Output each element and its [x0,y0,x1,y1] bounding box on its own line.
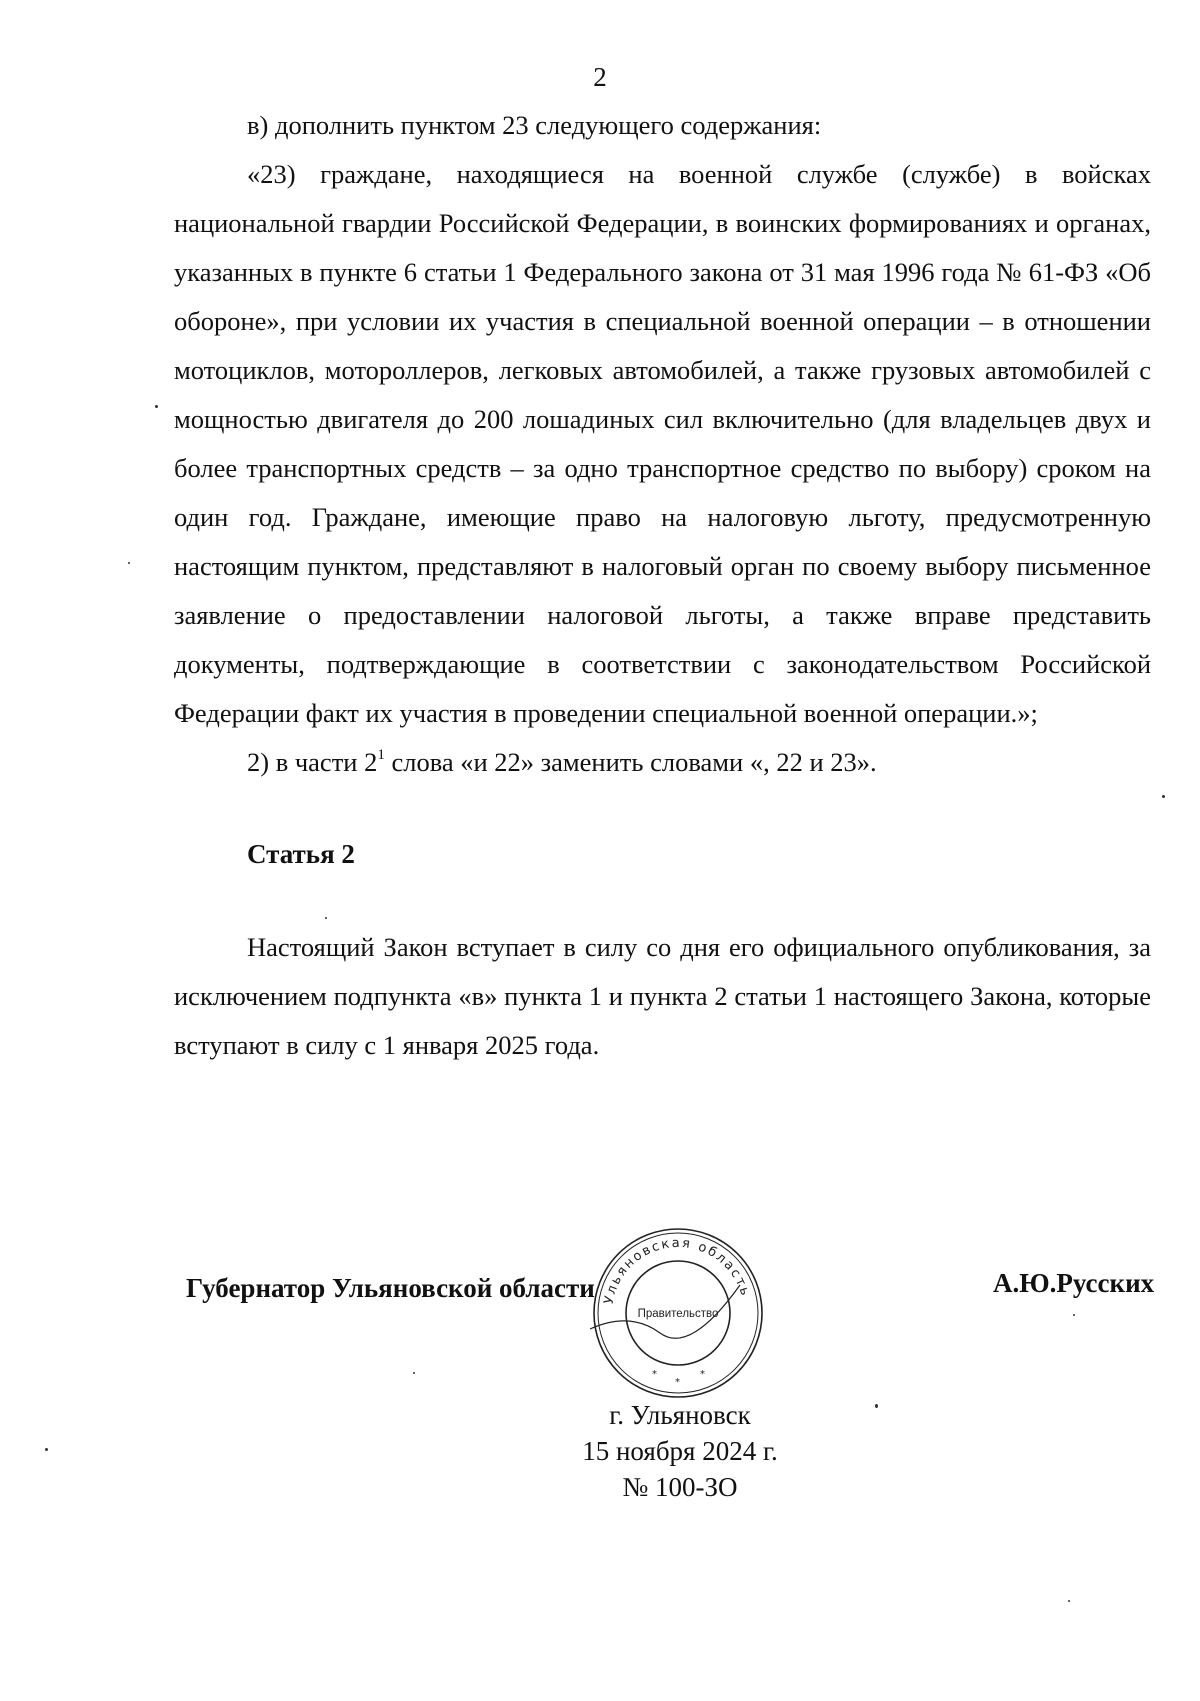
svg-text:Правительство: Правительство [637,1308,719,1320]
svg-text:Ульяновская область: Ульяновская область [601,1235,753,1306]
paragraph-item-2 [174,738,1151,787]
scan-speck [128,562,130,564]
item2-text-before: 2) в части 2 [247,747,378,777]
official-seal [590,1225,766,1401]
scan-speck [1073,1314,1075,1316]
law-number: № 100-ЗО [622,1472,738,1502]
paragraph-item-v: в) дополнить пунктом 23 следующего содержания: [247,110,822,140]
item2-superscript: 1 [377,747,385,763]
signing-city: г. Ульяновск [609,1400,751,1430]
signing-place-block [560,1397,800,1505]
scan-speck [155,405,158,408]
scan-speck [45,1448,48,1451]
page-number: 2 [593,62,607,92]
item2-text-after: слова «и 22» заменить словами «, 22 и 23». [384,747,877,777]
signature-name: А.Ю.Русских [993,1268,1155,1298]
scan-speck [413,1372,415,1374]
signing-date: 15 ноября 2024 г. [582,1436,778,1466]
article-2-heading: Статья 2 [247,839,355,869]
svg-text:*: * [652,1369,657,1380]
svg-text:*: * [675,1377,680,1388]
scan-speck [1162,795,1165,798]
signature-title: Губернатор Ульяновской области [186,1273,595,1303]
scan-speck [1068,1600,1070,1602]
article-2-text: Настоящий Закон вступает в силу со дня его официального опубликования, за исключением подпункта «в» пункта 1 и пункта 2 статьи 1 настоящего Закона, которые вступают в силу с 1 января 2025 года. [174,932,1151,1060]
svg-text:*: * [700,1369,705,1380]
scan-speck [875,1404,878,1408]
document-body [174,101,1151,1070]
scan-speck [325,917,327,919]
paragraph-item-23: «23) граждане, находящиеся на военной службе (службе) в войсках национальной гвардии Российской Федерации, в воинских формированиях и органах, указанных в пункте 6 статьи 1 Федерального закона от 31 мая 1996 года № 61-ФЗ «Об обороне», при условии их участия в специальной военной операции – в отношении мотоциклов, мотороллеров, легковых автомобилей, а также грузовых автомобилей с мощностью двигателя до 200 лошадиных сил включительно (для владельцев двух и более транспортных средств – за одно транспортное средство по выбору) сроком на один год. Граждане, имеющие право на налоговую льготу, предусмотренную настоящим пунктом, представляют в налоговый орган по своему выбору письменное заявление о предоставлении налоговой льготы, а также вправе представить документы, подтверждающие в соответствии с законодательством Российской Федерации факт их участия в проведении специальной военной операции.»; [174,159,1151,728]
